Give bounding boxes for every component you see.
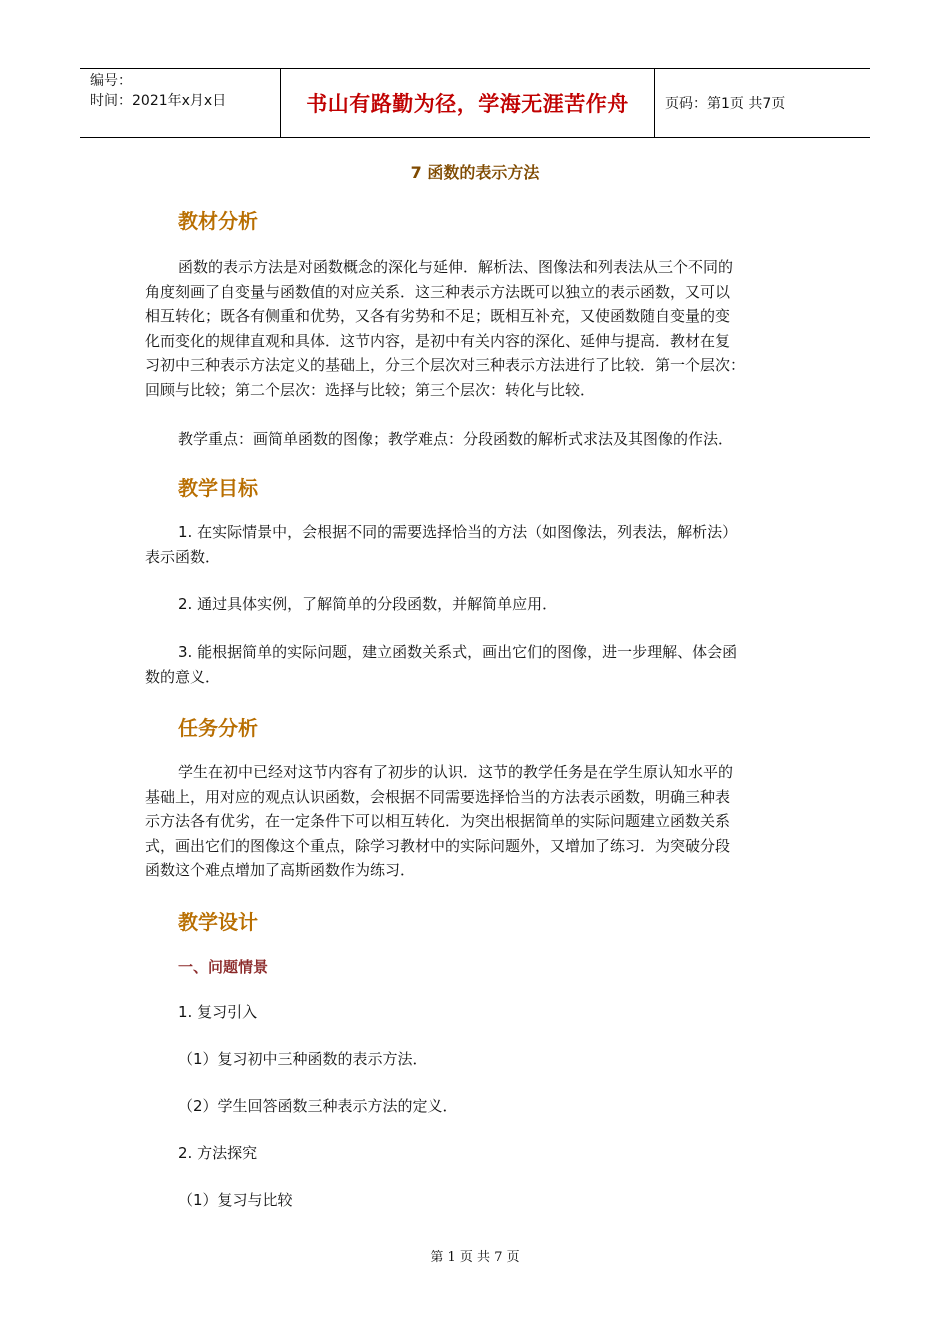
section-heading-goals: 教学目标 (178, 476, 258, 500)
subsection-heading: 一、问题情景 (178, 958, 269, 976)
section-heading-analysis: 教材分析 (178, 209, 258, 233)
paragraph-line: 1. 在实际情景中，会根据不同的需要选择恰当的方法（如图像法，列表法，解析法） (178, 523, 738, 541)
paragraph-line: 函数这个难点增加了高斯函数作为练习． (145, 861, 416, 879)
paragraph-line: 教学重点：画简单函数的图像；教学难点：分段函数的解析式求法及其图像的作法． (178, 430, 734, 448)
page-footer: 第 1 页 共 7 页 (430, 1250, 520, 1265)
design-item: 2. 方法探究 (178, 1144, 258, 1162)
paragraph-line: 习初中三种表示方法定义的基础上，分三个层次对三种表示方法进行了比较．第一个层次： (145, 356, 746, 374)
design-subitem: （1）复习与比较 (178, 1191, 293, 1209)
paragraph-line: 数的意义． (145, 667, 221, 686)
section-heading-design: 教学设计 (178, 910, 258, 934)
goal-item-3 (145, 640, 805, 689)
analysis-paragraph (145, 255, 805, 402)
key-points-paragraph (145, 427, 805, 452)
paragraph-line: 化而变化的规律直观和具体．这节内容，是初中有关内容的深化、延伸与提高．教材在复 (145, 331, 731, 350)
doc-number-label: 编号： (90, 73, 132, 89)
header-table (80, 68, 870, 138)
goal-item-2 (145, 592, 805, 617)
task-paragraph (145, 760, 805, 883)
header-page-code: 页码：第1页 共7页 (665, 96, 786, 112)
paragraph-line: 表示函数． (145, 547, 221, 566)
paragraph-line: 函数的表示方法是对函数概念的深化与延伸．解析法、图像法和列表法从三个不同的 (178, 258, 734, 276)
paragraph-line: 基础上，用对应的观点认识函数，会根据不同需要选择恰当的方法表示函数，明确三种表 (145, 787, 731, 806)
design-subitem: （2）学生回答函数三种表示方法的定义． (178, 1097, 458, 1115)
goal-item-1 (145, 520, 805, 569)
paragraph-line: 2. 通过具体实例，了解简单的分段函数，并解简单应用． (178, 595, 558, 613)
doc-time-label: 时间：2021年x月x日 (90, 93, 227, 109)
design-subitem: （1）复习初中三种函数的表示方法． (178, 1050, 428, 1068)
section-heading-task: 任务分析 (178, 716, 258, 740)
header-info (80, 69, 280, 137)
paragraph-line: 角度刻画了自变量与函数值的对应关系．这三种表示方法既可以独立的表示函数，又可以 (145, 282, 731, 301)
paragraph-line: 回顾与比较；第二个层次：选择与比较；第三个层次：转化与比较． (145, 380, 596, 399)
paragraph-line: 3. 能根据简单的实际问题，建立函数关系式，画出它们的图像，进一步理解、体会函 (178, 643, 738, 661)
paragraph-line: 式，画出它们的图像这个重点，除学习教材中的实际问题外，又增加了练习．为突破分段 (145, 836, 731, 855)
header-motto: 书山有路勤为径，学海无涯苦作舟 (280, 69, 655, 137)
document-title: 7 函数的表示方法 (410, 163, 540, 182)
paragraph-line: 相互转化；既各有侧重和优势，又各有劣势和不足；既相互补充，又使函数随自变量的变 (145, 307, 731, 325)
paragraph-line: 学生在初中已经对这节内容有了初步的认识．这节的教学任务是在学生原认知水平的 (178, 763, 734, 781)
design-item: 1. 复习引入 (178, 1003, 258, 1021)
paragraph-line: 示方法各有优劣，在一定条件下可以相互转化．为突出根据简单的实际问题建立函数关系 (145, 812, 731, 830)
